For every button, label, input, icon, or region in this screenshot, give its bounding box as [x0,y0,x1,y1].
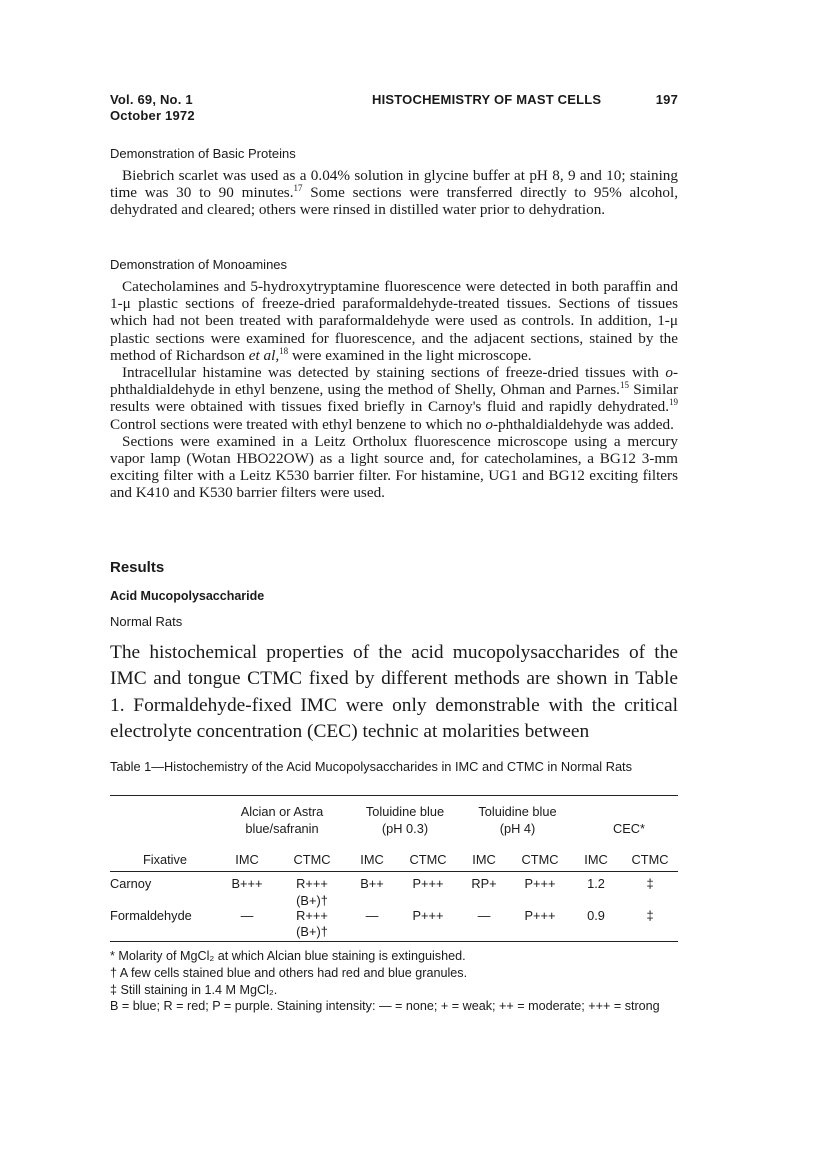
table-cell: ‡ [646,876,654,891]
table-rule-bottom [110,941,678,942]
table-rule-middle [110,871,678,872]
table-footnote: * Molarity of MgCl₂ at which Alcian blue staining is extinguished. [110,949,466,963]
table-footnote: † A few cells stained blue and others had red and blue granules. [110,966,468,980]
table-caption: Table 1—Histochemistry of the Acid Mucopolysaccharides in IMC and CTMC in Normal Rats [110,759,633,774]
table-cell: — [477,908,491,923]
italic-text: o [665,364,673,382]
italic-text: o [485,415,493,433]
text: Biebrich scarlet was used as a 0.04% solution in glycine buffer at pH 8, 9 and 10; staining time was 30 to 90 minutes. [110,167,678,202]
table-cell: 0.9 [587,908,605,923]
text: -phthaldialdehyde was added. [492,415,674,433]
paragraph: Sections were examined in a Leitz Ortholux fluorescence microscope using a mercury vapor lamp (Wotan HBO22OW) as a light source and, for catecholamines, a BG12 3-mm exciting filter with a Leitz K530 barrier filter. For histamine, UG1 and BG12 exciting filters and K410 and K530 barrier filters were used. [110,432,678,502]
table-cell-fixative: Carnoy [110,876,152,891]
table-cell: RP+ [471,876,497,891]
column-header: CTMC [631,852,669,867]
column-group-header [460,803,575,837]
table-cell: P+++ [524,908,556,923]
header-line: Toluidine blue [478,804,557,819]
header-line: Toluidine blue [365,804,445,819]
header-line: (pH 4) [499,821,536,836]
table-cell: B++ [360,876,384,891]
section-heading-monoamines: Demonstration of Monoamines [110,257,288,272]
page-number: 197 [655,92,678,107]
text: Intracellular histamine was detected by staining sections of freeze-dried tissues with [122,364,666,382]
column-group-header [222,803,342,837]
results-heading: Results [110,559,165,576]
text: Some sections were transferred directly to 95% alcohol, dehydrated and cleared; others were rinsed in distilled water prior to dehydration. [110,184,678,219]
table-footnote: ‡ Still staining in 1.4 M MgCl₂. [110,983,278,997]
table-cell: R+++ [296,908,328,923]
text: Catecholamines and 5-hydroxytryptamine fluorescence were detected in both paraffin and 1-μ plastic sections of freeze-dried paraformaldehyde-treated tissues. Sections of tissues which had not been treated with paraformaldehyde were used as controls. In addition, 1-μ plastic sections were examined for fluorescence, and the adjacent sections, stained by the method of Richardson [110,278,678,364]
column-header: IMC [235,852,259,867]
basic-proteins-text [110,167,678,219]
journal-volume: Vol. 69, No. 1 [110,92,193,107]
column-header: Fixative [142,852,188,867]
table-cell-note: (B+)† [296,893,328,908]
table-cell: ‡ [646,908,654,923]
reference-marker: 18 [279,345,289,356]
results-paragraph: The histochemical properties of the acid mucopolysaccharides of the IMC and tongue CTMC fixed by different methods are shown in Table 1. Formaldehyde-fixed IMC were only demonstrable with the critical electrolyte concentration (CEC) technic at molarities between [110,642,678,742]
table-cell: 1.2 [587,876,605,891]
table-cell: — [240,908,254,923]
table-footnote-legend: B = blue; R = red; P = purple. Staining intensity: — = none; + = weak; ++ = moderate; +++ = strong [110,999,660,1013]
section-heading-basic-proteins: Demonstration of Basic Proteins [110,146,296,161]
table-cell: P+++ [412,876,444,891]
reference-marker: 15 [619,380,629,391]
table-cell: B+++ [231,876,263,891]
table-rule-top [110,795,678,796]
header-line: (pH 0.3) [381,821,429,836]
table-cell: P+++ [412,908,444,923]
paragraph [110,278,678,364]
column-group-header [350,803,460,837]
column-header: CTMC [521,852,559,867]
paragraph [110,167,678,219]
text: -phthaldialdehyde in ethyl benzene, using the method of Shelly, Ohman and Parnes. [110,364,678,399]
column-header: CTMC [409,852,447,867]
table-cell-note: (B+)† [296,924,328,939]
italic-text: et al, [248,346,280,364]
subheading-acid-mucopolysaccharide: Acid Mucopolysaccharide [110,589,265,603]
header-line: Alcian or Astra [240,804,324,819]
table-cell: R+++ [296,876,328,891]
column-header: IMC [472,852,496,867]
reference-marker: 19 [669,397,678,408]
header-line: CEC* [613,821,645,836]
text: Control sections were treated with ethyl benzene to which no [110,415,486,433]
column-header: IMC [584,852,608,867]
text: Similar results were obtained with tissues fixed briefly in Carnoy's fluid and rapidly dehydrated. [110,381,678,416]
reference-marker: 17 [293,183,303,194]
column-header: IMC [360,852,384,867]
monoamines-text [110,278,678,502]
table-cell: P+++ [524,876,556,891]
table-cell: — [365,908,379,923]
text: were examined in the light microscope. [288,346,532,364]
subheading-normal-rats: Normal Rats [110,614,183,629]
table-cell-fixative: Formaldehyde [110,908,192,923]
header-line: blue/safranin [245,821,319,836]
paragraph [110,364,678,433]
column-header: CTMC [293,852,331,867]
column-group-header [580,820,678,837]
running-title: HISTOCHEMISTRY OF MAST CELLS [372,92,602,107]
journal-date: October 1972 [110,108,195,123]
